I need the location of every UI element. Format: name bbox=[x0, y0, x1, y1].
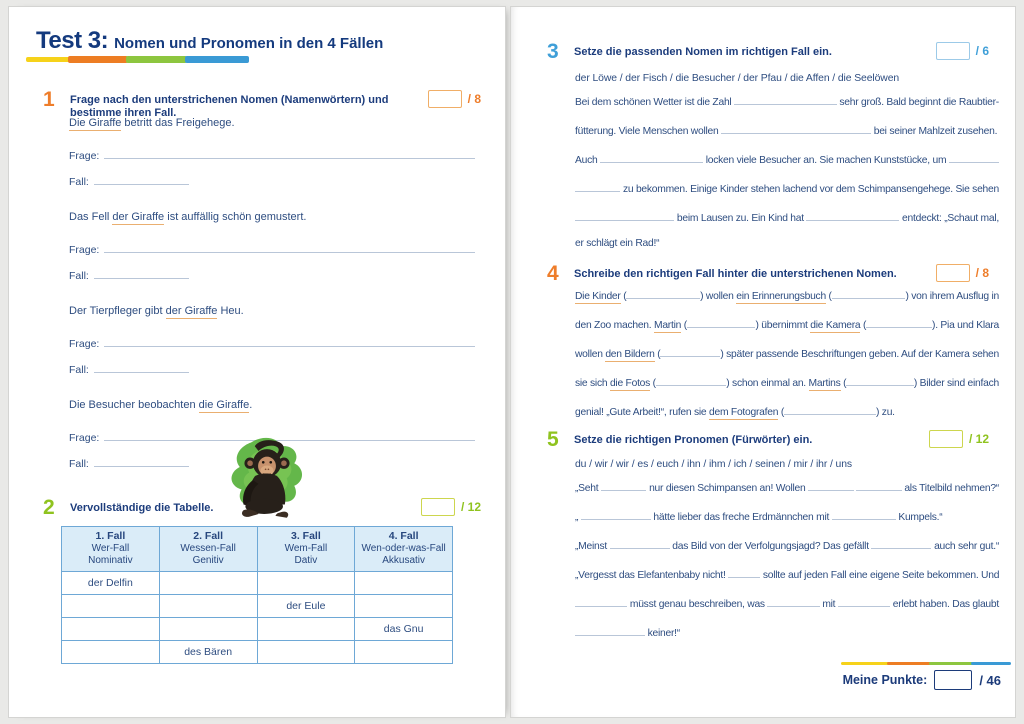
right-page bbox=[510, 6, 1016, 718]
fill-line bbox=[575, 624, 999, 653]
blank-line[interactable] bbox=[575, 180, 620, 192]
fill-line bbox=[575, 316, 999, 345]
text-segment: keiner!“ bbox=[645, 628, 680, 639]
exercise-5-text bbox=[575, 479, 999, 653]
text-segment: Das Fell bbox=[69, 211, 113, 223]
blank-line[interactable] bbox=[734, 93, 837, 105]
exercise-instruction: Setze die richtigen Pronomen (Fürwörter) ein. bbox=[574, 434, 813, 446]
text-segment: ) übernimmt bbox=[755, 320, 811, 331]
blank-line[interactable] bbox=[660, 345, 720, 357]
table-body bbox=[62, 571, 453, 663]
score-input-box[interactable] bbox=[421, 498, 455, 516]
score-area bbox=[936, 42, 989, 60]
text-segment: wollen bbox=[575, 349, 606, 360]
text-segment: sie sich bbox=[575, 378, 610, 389]
blank-line[interactable] bbox=[610, 537, 670, 549]
text-segment: „ bbox=[575, 512, 581, 523]
frage-label: Frage: bbox=[69, 150, 100, 162]
table-header-cell: 2. Fall Wessen-Fall Genitiv bbox=[159, 527, 257, 572]
blank-line[interactable] bbox=[575, 209, 674, 221]
blank-line[interactable] bbox=[601, 479, 646, 491]
blank-line[interactable] bbox=[871, 537, 931, 549]
table-header-cell: 3. Fall Wem-Fall Dativ bbox=[257, 527, 355, 572]
sentence bbox=[69, 305, 475, 321]
color-bar-segment bbox=[68, 56, 128, 63]
frage-blank[interactable] bbox=[104, 241, 475, 253]
underlined-noun: die Fotos bbox=[609, 378, 651, 389]
text-segment: betritt das Freigehege. bbox=[121, 117, 235, 129]
blank-line[interactable] bbox=[866, 316, 932, 328]
word-bank: du / wir / wir / es / euch / ihn / ihm / ich / seinen / mir / ihr / uns bbox=[575, 459, 853, 470]
underlined-noun: Die Kinder bbox=[575, 291, 621, 302]
page-title bbox=[36, 27, 383, 55]
table-cell[interactable] bbox=[257, 640, 355, 663]
fill-line bbox=[575, 566, 999, 595]
fill-line bbox=[575, 374, 999, 403]
blank-line[interactable] bbox=[832, 287, 906, 299]
fill-line bbox=[575, 180, 999, 209]
exercise-instruction: Setze die passenden Nomen im richtigen Fall ein. bbox=[574, 46, 832, 58]
total-score-row bbox=[841, 670, 1001, 690]
text-segment: das Bild von der Verfolgungsjagd? Das gefällt bbox=[669, 541, 872, 552]
text-segment: ( bbox=[840, 378, 847, 389]
table-header-cell: 1. Fall Wer-Fall Nominativ bbox=[62, 527, 160, 572]
underlined-noun: dem Fotografen bbox=[709, 407, 779, 418]
blank-line[interactable] bbox=[806, 209, 899, 221]
exercise-5-header bbox=[547, 429, 989, 451]
score-area bbox=[428, 90, 481, 108]
underlined-noun: die Kamera bbox=[810, 320, 861, 331]
text-segment: „Vergesst das Elefantenbaby nicht! bbox=[575, 570, 729, 581]
question-block bbox=[69, 305, 475, 377]
color-bar-segment bbox=[841, 662, 889, 665]
fill-line bbox=[575, 345, 999, 374]
color-bar-segment bbox=[929, 662, 973, 665]
text-segment: ) schon einmal an. bbox=[726, 378, 809, 389]
text-segment: den Zoo machen. bbox=[575, 320, 654, 331]
exercise-instruction: Vervollständige die Tabelle. bbox=[70, 502, 214, 514]
score-max: / 12 bbox=[968, 432, 989, 446]
text-segment: ( bbox=[778, 407, 785, 418]
blank-line[interactable] bbox=[838, 595, 890, 607]
frage-blank[interactable] bbox=[104, 335, 475, 347]
text-segment: Auch bbox=[575, 155, 601, 166]
blank-line[interactable] bbox=[575, 624, 645, 636]
score-area bbox=[929, 430, 989, 448]
underlined-noun: ein Erinnerungsbuch bbox=[736, 291, 826, 302]
fall-row bbox=[69, 173, 475, 189]
table-cell[interactable] bbox=[257, 571, 355, 594]
text-segment: auch sehr gut.“ bbox=[931, 541, 999, 552]
frage-row bbox=[69, 147, 475, 163]
blank-line[interactable] bbox=[728, 566, 760, 578]
text-segment: ). Pia und Klara bbox=[932, 320, 999, 331]
score-max: / 8 bbox=[975, 266, 989, 280]
text-segment: ist auffällig schön gemustert. bbox=[164, 211, 307, 223]
question-block bbox=[69, 117, 475, 189]
score-input-box[interactable] bbox=[929, 430, 963, 448]
text-segment: mit bbox=[819, 599, 838, 610]
blank-line[interactable] bbox=[581, 508, 651, 520]
text-segment: „Meinst bbox=[575, 541, 610, 552]
text-segment: ) später passende Beschriftungen geben. Auf der Kamera sehen bbox=[720, 349, 999, 360]
exercise-3-header bbox=[547, 41, 989, 63]
fall-label: Fall: bbox=[69, 270, 89, 282]
table-cell[interactable] bbox=[159, 617, 257, 640]
underlined-noun: den Bildern bbox=[605, 349, 655, 360]
text-segment: Die Besucher beobachten bbox=[69, 399, 199, 411]
exercise-4-text bbox=[547, 287, 999, 432]
table-cell[interactable] bbox=[62, 617, 160, 640]
blank-line[interactable] bbox=[575, 595, 627, 607]
blank-line[interactable] bbox=[687, 316, 756, 328]
fall-blank[interactable] bbox=[94, 173, 189, 185]
color-bar-segment bbox=[971, 662, 1011, 665]
text-segment: „Seht bbox=[575, 483, 601, 494]
frage-label: Frage: bbox=[69, 432, 100, 444]
fill-line bbox=[575, 122, 999, 151]
table-row bbox=[62, 640, 453, 663]
text-segment: fütterung. Viele Menschen wollen bbox=[575, 126, 722, 137]
table-cell: der Eule bbox=[257, 594, 355, 617]
text-segment: ( bbox=[825, 291, 832, 302]
table-cell[interactable] bbox=[159, 594, 257, 617]
text-segment: sollte auf jeden Fall eine eigene Seite bekommen. Und bbox=[760, 570, 1000, 581]
word-bank: der Löwe / der Fisch / die Besucher / der Pfau / die Affen / die Seelöwen bbox=[575, 73, 900, 84]
blank-line[interactable] bbox=[808, 479, 853, 491]
text-segment: Kumpels.“ bbox=[895, 512, 943, 523]
title-color-bar bbox=[26, 56, 247, 63]
table-cell: der Delfin bbox=[62, 571, 160, 594]
sentence bbox=[69, 117, 475, 133]
table-cell[interactable] bbox=[355, 571, 453, 594]
blank-line[interactable] bbox=[767, 595, 819, 607]
text-segment: ) wollen bbox=[700, 291, 737, 302]
exercise-instruction: Frage nach den unterstrichenen Nomen (Namenwörtern) und bestimme ihren Fall. bbox=[70, 94, 389, 119]
fall-row bbox=[69, 267, 475, 283]
test-number-title: Test 3: bbox=[36, 27, 109, 54]
blank-line[interactable] bbox=[846, 374, 913, 386]
table-head bbox=[62, 527, 453, 572]
blank-line[interactable] bbox=[949, 151, 999, 163]
text-segment: locken viele Besucher an. Sie machen Kunststücke, um bbox=[703, 155, 949, 166]
underlined-noun: Die Giraffe bbox=[69, 117, 122, 129]
text-segment: zu bekommen. Einige Kinder stehen lachend vor dem Schimpansengehege. Sie sehen bbox=[620, 184, 999, 195]
exercise-number: 3 bbox=[547, 40, 559, 63]
exercise-instruction: Schreibe den richtigen Fall hinter die unterstrichenen Nomen. bbox=[574, 268, 897, 280]
text-segment: ) Bilder sind einfach bbox=[913, 378, 999, 389]
fall-label: Fall: bbox=[69, 364, 89, 376]
total-score-max: / 46 bbox=[979, 672, 1001, 688]
frage-label: Frage: bbox=[69, 338, 100, 350]
score-max: / 12 bbox=[460, 500, 481, 514]
score-max: / 8 bbox=[467, 92, 481, 106]
text-segment: beim Lausen zu. Ein Kind hat bbox=[674, 213, 807, 224]
underlined-noun: der Giraffe bbox=[112, 211, 165, 223]
table-cell[interactable] bbox=[62, 640, 160, 663]
fill-line bbox=[575, 508, 999, 537]
table-cell[interactable] bbox=[355, 594, 453, 617]
table-cell: das Gnu bbox=[355, 617, 453, 640]
sentence bbox=[69, 211, 475, 227]
fill-line bbox=[575, 595, 999, 624]
fill-line bbox=[575, 93, 999, 122]
score-input-box[interactable] bbox=[936, 264, 970, 282]
footer-color-bar bbox=[841, 662, 1009, 665]
text-segment: ( bbox=[681, 320, 687, 331]
score-max: / 6 bbox=[975, 44, 989, 58]
color-bar-segment bbox=[185, 56, 249, 63]
question-block bbox=[69, 211, 475, 283]
text-segment: ( bbox=[620, 291, 627, 302]
text-segment: bei seiner Mahlzeit zusehen. bbox=[871, 126, 998, 137]
text-segment: Heu. bbox=[217, 305, 244, 317]
left-page bbox=[8, 6, 506, 718]
exercise-2-header bbox=[43, 497, 481, 519]
text-segment: ) von ihrem Ausflug in bbox=[905, 291, 999, 302]
color-bar-segment bbox=[26, 57, 70, 62]
sentence bbox=[69, 399, 475, 415]
fall-blank[interactable] bbox=[94, 361, 189, 373]
fill-line bbox=[575, 479, 999, 508]
exercise-4-header bbox=[547, 263, 989, 285]
fill-line bbox=[575, 403, 999, 432]
table-cell[interactable] bbox=[355, 640, 453, 663]
color-bar-segment bbox=[126, 56, 187, 63]
score-area bbox=[421, 498, 481, 516]
text-segment: genial! „Gute Arbeit!“, rufen sie bbox=[575, 407, 710, 418]
text-segment: erlebt haben. Das glaubt bbox=[890, 599, 999, 610]
text-segment: entdeckt: „Schaut mal, bbox=[899, 213, 999, 224]
table-cell[interactable] bbox=[62, 594, 160, 617]
frage-label: Frage: bbox=[69, 244, 100, 256]
fall-row bbox=[69, 361, 475, 377]
table-row bbox=[62, 594, 453, 617]
text-segment: ( bbox=[654, 349, 661, 360]
table-cell[interactable] bbox=[159, 571, 257, 594]
fall-label: Fall: bbox=[69, 176, 89, 188]
text-segment: müsst genau beschreiben, was bbox=[627, 599, 768, 610]
text-segment: ( bbox=[860, 320, 867, 331]
exercise-number: 1 bbox=[43, 88, 55, 111]
text-segment: sehr groß. Bald beginnt die Raubtier- bbox=[836, 97, 999, 108]
test-subtitle: Nomen und Pronomen in den 4 Fällen bbox=[114, 35, 384, 52]
fall-blank[interactable] bbox=[94, 455, 189, 467]
blank-line[interactable] bbox=[721, 122, 871, 134]
exercise-1-header bbox=[43, 89, 481, 120]
color-bar-segment bbox=[887, 662, 931, 665]
text-segment: ) zu. bbox=[876, 407, 895, 418]
fill-line bbox=[575, 287, 999, 316]
score-input-box[interactable] bbox=[936, 42, 970, 60]
text-segment: er schlägt ein Rad!“ bbox=[575, 238, 660, 249]
blank-line[interactable] bbox=[656, 374, 726, 386]
frage-blank[interactable] bbox=[104, 147, 475, 159]
blank-line[interactable] bbox=[626, 287, 700, 299]
fill-line bbox=[575, 151, 999, 180]
text-segment: ( bbox=[650, 378, 656, 389]
score-input-box[interactable] bbox=[428, 90, 462, 108]
blank-line[interactable] bbox=[784, 403, 876, 415]
underlined-noun: Martins bbox=[808, 378, 841, 389]
underlined-noun: Martin bbox=[654, 320, 682, 331]
frage-row bbox=[69, 241, 475, 257]
exercise-number: 2 bbox=[43, 496, 55, 519]
fill-line bbox=[575, 537, 999, 566]
fall-blank[interactable] bbox=[94, 267, 189, 279]
table-header-cell: 4. Fall Wen-oder-was-Fall Akkusativ bbox=[355, 527, 453, 572]
score-area bbox=[936, 264, 989, 282]
exercise-3-text bbox=[575, 93, 999, 267]
table-row bbox=[62, 571, 453, 594]
text-segment: hätte lieber das freche Erdmännchen mit bbox=[650, 512, 832, 523]
total-score-label: Meine Punkte: bbox=[842, 673, 928, 687]
text-segment: Bei dem schönen Wetter ist die Zahl bbox=[575, 97, 735, 108]
fill-line bbox=[575, 209, 999, 238]
underlined-noun: der Giraffe bbox=[165, 305, 218, 317]
exercise-number: 4 bbox=[547, 262, 559, 285]
fall-label: Fall: bbox=[69, 458, 89, 470]
frage-row bbox=[69, 335, 475, 351]
text-segment: als Titelbild nehmen?“ bbox=[901, 483, 999, 494]
underlined-noun: die Giraffe bbox=[198, 399, 250, 411]
blank-line[interactable] bbox=[832, 508, 896, 520]
table-cell[interactable] bbox=[257, 617, 355, 640]
cases-table bbox=[61, 526, 453, 664]
text-segment: . bbox=[249, 399, 253, 411]
text-segment: Der Tierpfleger gibt bbox=[69, 305, 166, 317]
exercise-number: 5 bbox=[547, 428, 559, 451]
text-segment: nur diesen Schimpansen an! Wollen bbox=[646, 483, 809, 494]
blank-line[interactable] bbox=[856, 479, 901, 491]
blank-line[interactable] bbox=[600, 151, 703, 163]
table-cell: des Bären bbox=[159, 640, 257, 663]
total-score-box[interactable] bbox=[934, 670, 972, 690]
table-row bbox=[62, 617, 453, 640]
